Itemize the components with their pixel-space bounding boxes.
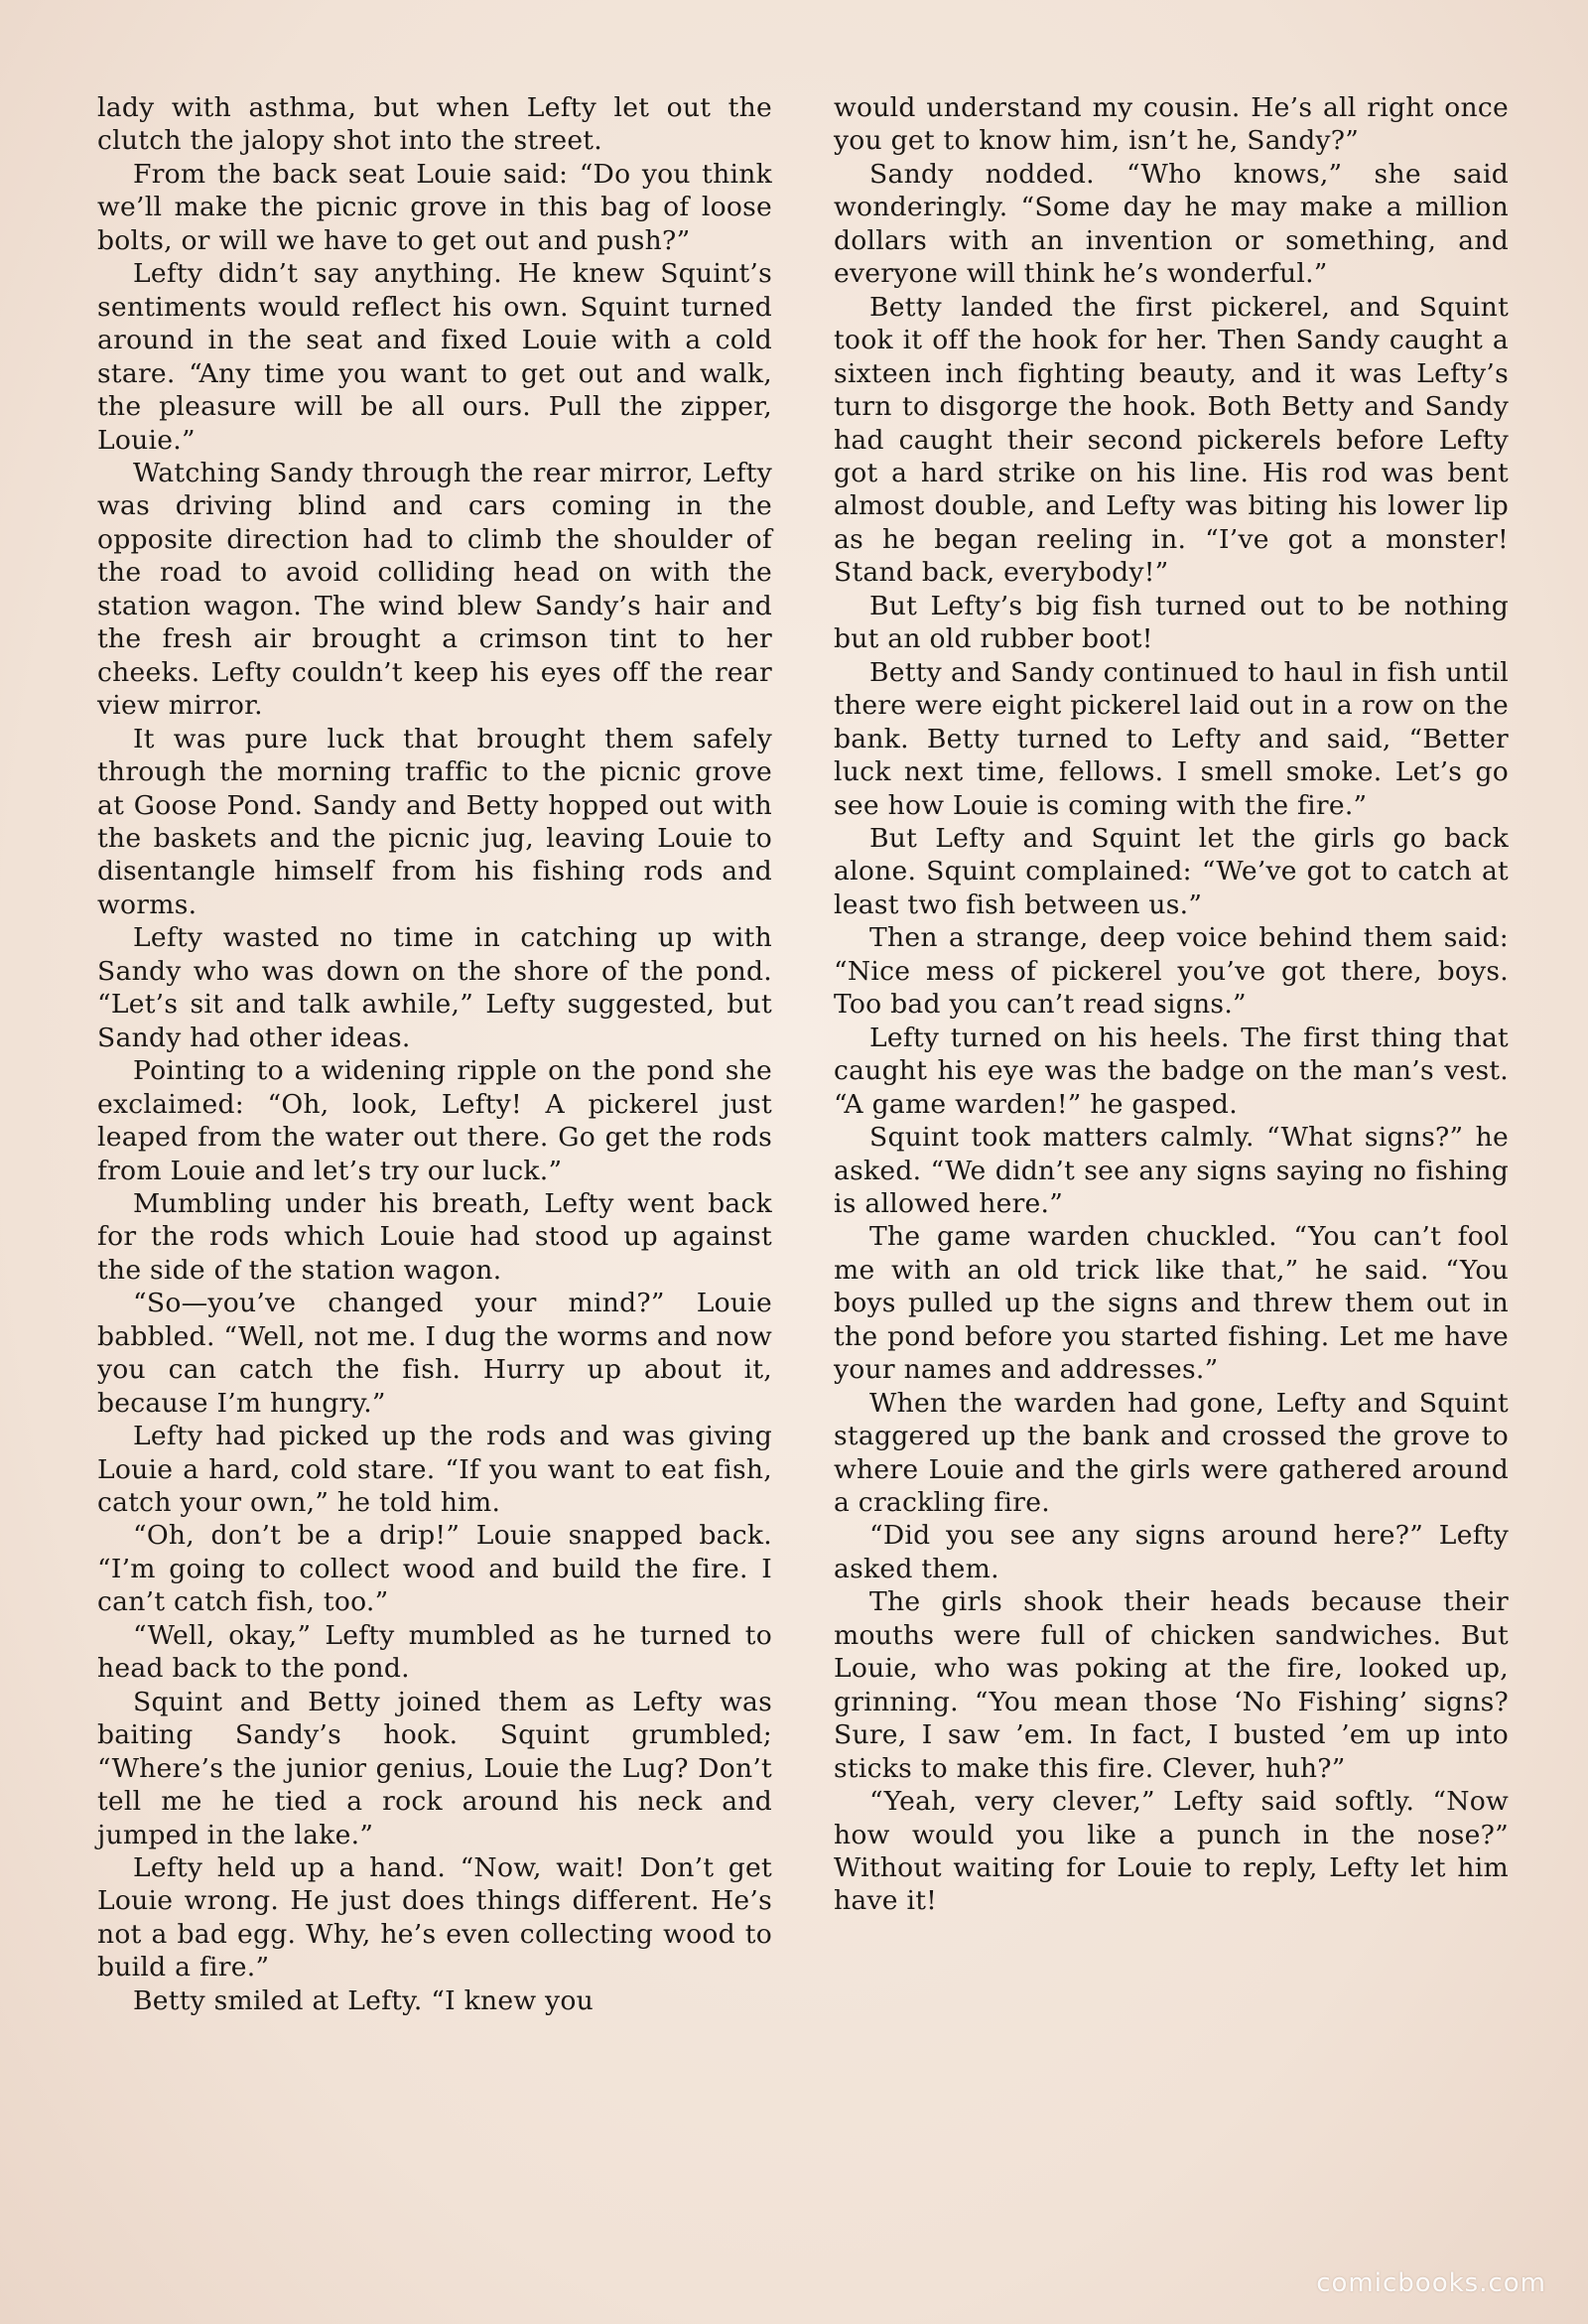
right-column <box>834 91 1509 1918</box>
paragraph: The game warden chuckled. “You can’t fool me with an old trick like that,” he said. “You boys pulled up the signs and threw them out in the pond before you started fishing. Let me have your names and addresses.” <box>834 1221 1509 1386</box>
paragraph: Watching Sandy through the rear mirror, Lefty was driving blind and cars coming in the opposite direction had to climb the shoulder of the road to avoid colliding head on with the station wagon. The wind blew Sandy’s hair and the fresh air brought a crimson tint to her cheeks. Lefty couldn’t keep his eyes off the rear view mirror. <box>97 457 772 722</box>
paragraph: “Yeah, very clever,” Lefty said softly. “Now how would you like a punch in the nose?” Without waiting for Louie to reply, Lefty let him have it! <box>834 1786 1509 1917</box>
paragraph: Lefty didn’t say anything. He knew Squint’s sentiments would reflect his own. Squint turned around in the seat and fixed Louie with a cold stare. “Any time you want to get out and walk, the pleasure will be all ours. Pull the zipper, Louie.” <box>97 258 772 456</box>
paragraph: “Well, okay,” Lefty mumbled as he turned to head back to the pond. <box>97 1619 772 1685</box>
paragraph: “Did you see any signs around here?” Lefty asked them. <box>834 1520 1509 1584</box>
paragraph: Lefty had picked up the rods and was giving Louie a hard, cold stare. “If you want to eat fish, catch your own,” he told him. <box>97 1421 772 1519</box>
paragraph: But Lefty and Squint let the girls go back alone. Squint complained: “We’ve got to catch at least two fish between us.” <box>834 822 1509 920</box>
watermark: comicbooks.com <box>1316 2268 1546 2298</box>
paragraph: Lefty turned on his heels. The first thing that caught his eye was the badge on the man’s vest. “A game warden!” he gasped. <box>834 1022 1509 1120</box>
paragraph: “So—you’ve changed your mind?” Louie babbled. “Well, not me. I dug the worms and now you can catch the fish. Hurry up about it, because I’m hungry.” <box>97 1288 772 1419</box>
paragraph: would understand my cousin. He’s all right once you get to know him, isn’t he, Sandy?” <box>834 92 1509 157</box>
paragraph: Pointing to a widening ripple on the pond she exclaimed: “Oh, look, Lefty! A pickerel just leaped from the water out there. Go get the rods from Louie and let’s try our luck.” <box>97 1055 772 1186</box>
paragraph: lady with asthma, but when Lefty let out the clutch the jalopy shot into the street. <box>97 92 772 157</box>
paragraph: Betty and Sandy continued to haul in fish until there were eight pickerel laid out in a row on the bank. Betty turned to Lefty and said, “Better luck next time, fellows. I smell smoke. Let’s go see how Louie is coming with the fire.” <box>834 656 1509 821</box>
paragraph: “Oh, don’t be a drip!” Louie snapped back. “I’m going to collect wood and build the fire. I can’t catch fish, too.” <box>97 1520 772 1618</box>
paragraph: Betty smiled at Lefty. “I knew you <box>133 1984 594 2016</box>
left-column <box>97 91 772 2017</box>
paragraph: When the warden had gone, Lefty and Squint staggered up the bank and crossed the grove to where Louie and the girls were gathered around a crackling fire. <box>834 1387 1509 1519</box>
paragraph: The girls shook their heads because their mouths were full of chicken sandwiches. But Louie, who was poking at the fire, looked up, grinning. “You mean those ‘No Fishing’ signs? Sure, I saw ’em. In fact, I busted ’em up into sticks to make this fire. Clever, huh?” <box>834 1586 1509 1784</box>
paragraph: Squint and Betty joined them as Lefty was baiting Sandy’s hook. Squint grumbled; “Where’s the junior genius, Louie the Lug? Don’t tell me he tied a rock around his neck and jumped in the lake.” <box>97 1686 772 1850</box>
paragraph: It was pure luck that brought them safely through the morning traffic to the picnic grove at Goose Pond. Sandy and Betty hopped out with the baskets and the picnic jug, leaving Louie to disentangle himself from his fishing rods and worms. <box>97 723 772 920</box>
paragraph: But Lefty’s big fish turned out to be nothing but an old rubber boot! <box>834 590 1509 655</box>
paragraph: From the back seat Louie said: “Do you think we’ll make the picnic grove in this bag of loose bolts, or will we have to get out and push?” <box>97 158 772 256</box>
paragraph: Mumbling under his breath, Lefty went back for the rods which Louie had stood up against the side of the station wagon. <box>97 1187 772 1286</box>
paragraph: Lefty wasted no time in catching up with Sandy who was down on the shore of the pond. “Let’s sit and talk awhile,” Lefty suggested, but Sandy had other ideas. <box>97 922 772 1053</box>
paragraph: Sandy nodded. “Who knows,” she said wonderingly. “Some day he may make a million dollars with an invention or something, and everyone will think he’s wonderful.” <box>834 158 1509 290</box>
paragraph: Lefty held up a hand. “Now, wait! Don’t get Louie wrong. He just does things different. He’s not a bad egg. Why, he’s even collecting wood to build a fire.” <box>97 1852 772 1983</box>
paragraph: Squint took matters calmly. “What signs?” he asked. “We didn’t see any signs saying no fishing is allowed here.” <box>834 1122 1509 1219</box>
paragraph: Betty landed the first pickerel, and Squint took it off the hook for her. Then Sandy caught a sixteen inch fighting beauty, and it was Lefty’s turn to disgorge the hook. Both Betty and Sandy had caught their second pickerels before Lefty got a hard strike on his line. His rod was bent almost double, and Lefty was biting his lower lip as he began reeling in. “I’ve got a monster! Stand back, everybody!” <box>834 291 1509 589</box>
paragraph: Then a strange, deep voice behind them said: “Nice mess of pickerel you’ve got there, boys. Too bad you can’t read signs.” <box>834 922 1509 1021</box>
